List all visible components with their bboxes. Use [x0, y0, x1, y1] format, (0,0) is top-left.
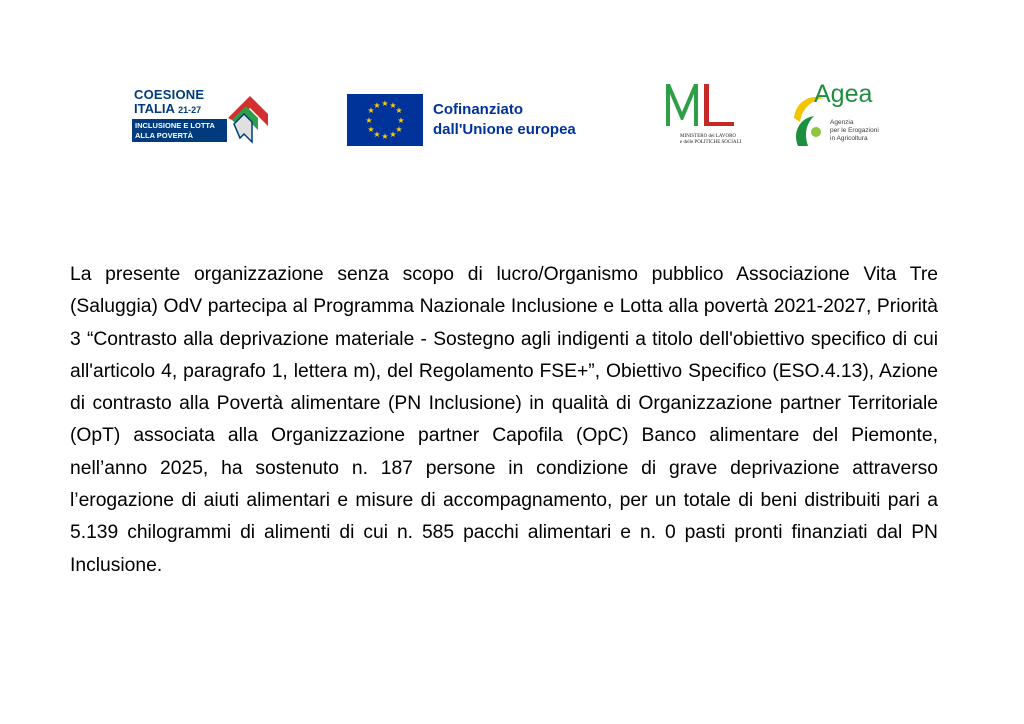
- agea-logo: [790, 78, 890, 150]
- svg-text:★: ★: [389, 130, 397, 139]
- eu-text-line1: Cofinanziato: [433, 101, 523, 118]
- svg-text:★: ★: [389, 101, 397, 110]
- svg-text:★: ★: [381, 99, 389, 108]
- ministero-lavoro-logo: [660, 78, 770, 150]
- eu-cofinanced-logo: [347, 94, 607, 146]
- eu-flag-icon: [347, 94, 423, 146]
- ministero-caption-line2: e delle POLITICHE SOCIALI: [680, 140, 742, 145]
- svg-text:★: ★: [373, 101, 381, 110]
- svg-text:★: ★: [373, 130, 381, 139]
- declaration-paragraph: La presente organizzazione senza scopo di lucro/Organismo pubblico Associazione Vita Tre (Saluggia) OdV partecipa al Programma Nazionale Inclusione e Lotta alla povertà 2021-2027, Priorità 3 “Contrasto alla deprivazione materiale - Sostegno agli indigenti a titolo dell'obiettivo specifico di cui all'articolo 4, paragrafo 1, lettera m), del Regolamento FSE+”, Obiettivo Specifico (ESO.4.13), Azione di contrasto alla Povertà alimentare (PN Inclusione) in qualità di Organizzazione partner Territoriale (OpT) associata alla Organizzazione partner Capofila (OpC) Banco alimentare del Piemonte, nell’anno 2025, ha sostenuto n. 187 persone in condizione di grave deprivazione attraverso l’erogazione di aiuti alimentari e misure di accompagnamento, per un totale di beni distribuiti pari a 5.139 chilogrammi di alimenti di cui n. 585 pacchi alimentari e n. 0 pasti pronti finanziati dal PN Inclusione.: [70, 264, 938, 576]
- svg-text:★: ★: [365, 116, 373, 125]
- svg-text:★: ★: [381, 132, 389, 141]
- agea-sub-line1: Agenzia: [830, 119, 854, 126]
- ministero-caption: [680, 134, 741, 146]
- ml-monogram-icon: [660, 78, 770, 134]
- svg-text:★: ★: [367, 125, 375, 134]
- coesione-italia-logo: [132, 86, 272, 146]
- agea-subtitle: [830, 119, 879, 143]
- eu-text: [433, 100, 576, 140]
- coesione-years: 21-27: [178, 105, 202, 115]
- svg-text:★: ★: [395, 106, 403, 115]
- agea-sub-line3: in Agricoltura: [830, 135, 868, 142]
- svg-text:★: ★: [397, 116, 405, 125]
- agea-name: Agea: [814, 80, 873, 108]
- ministero-caption-line1: MINISTERO del LAVORO: [680, 134, 737, 139]
- coesione-program-bar: [132, 119, 227, 142]
- coesione-bar-line2: ALLA POVERTÀ: [135, 131, 194, 140]
- svg-text:★: ★: [367, 106, 375, 115]
- eu-text-line2: dall'Unione europea: [433, 121, 576, 138]
- coesione-title: COESIONE: [134, 87, 205, 102]
- coesione-italia-text: ITALIA: [134, 101, 175, 116]
- coesione-subtitle: [134, 101, 201, 116]
- coesione-chevrons-icon: [218, 90, 270, 146]
- svg-text:★: ★: [395, 125, 403, 134]
- agea-sub-line2: per le Erogazioni: [830, 127, 879, 134]
- coesione-bar-line1: INCLUSIONE E LOTTA: [135, 121, 215, 130]
